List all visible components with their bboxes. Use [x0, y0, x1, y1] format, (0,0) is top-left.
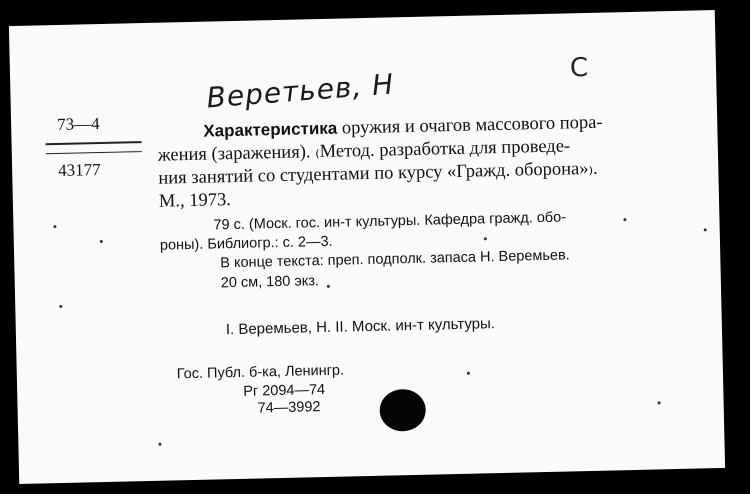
title-line-1-rest: оружия и очагов массового пора- — [337, 112, 603, 139]
speck — [704, 228, 707, 231]
note-line-2: 20 см, 180 экз. — [220, 273, 320, 292]
title-line-3: ния занятий со студентами по курсу «Гражд. оборона»₎. — [158, 158, 598, 189]
tracing: I. Веремьев, Н. II. Моск. ин-т культуры. — [225, 315, 496, 339]
divider — [46, 151, 142, 154]
speck — [53, 225, 56, 228]
speck — [158, 443, 161, 446]
catalog-card — [9, 10, 725, 484]
note-line-1: В конце текста: преп. подполк. запаса Н. Веремьев. — [220, 247, 570, 272]
speck — [623, 218, 626, 221]
speck — [484, 237, 487, 240]
punch-hole — [379, 389, 426, 432]
speck — [327, 285, 330, 288]
speck — [100, 240, 103, 243]
collation-line-1: 79 с. (Моск. гос. ин-т культуры. Кафедра гражд. обо- — [213, 209, 567, 234]
title-line-4: М., 1973. — [158, 190, 232, 212]
speck — [467, 372, 470, 375]
shelfmark-top: 73—4 — [56, 114, 100, 134]
location-line-1: Гос. Публ. б-ка, Ленингр. — [176, 362, 345, 383]
collation-line-2: роны). Библиогр.: с. 2—3. — [159, 233, 333, 254]
handwritten-mark: С — [569, 52, 589, 84]
location-line-3: 74—3992 — [257, 399, 321, 417]
title-heading: Характеристика — [203, 118, 338, 141]
speck — [658, 401, 661, 404]
title-line-2: жения (заражения). ₍Метод. разработка для проведе- — [157, 136, 571, 166]
divider — [46, 141, 142, 145]
title-block — [157, 108, 709, 213]
handwritten-author: Веретьев, Н — [205, 67, 396, 115]
location-line-2: Рг 2094—74 — [243, 381, 326, 400]
speck — [59, 305, 62, 308]
shelfmark-bottom: 43177 — [57, 160, 101, 180]
